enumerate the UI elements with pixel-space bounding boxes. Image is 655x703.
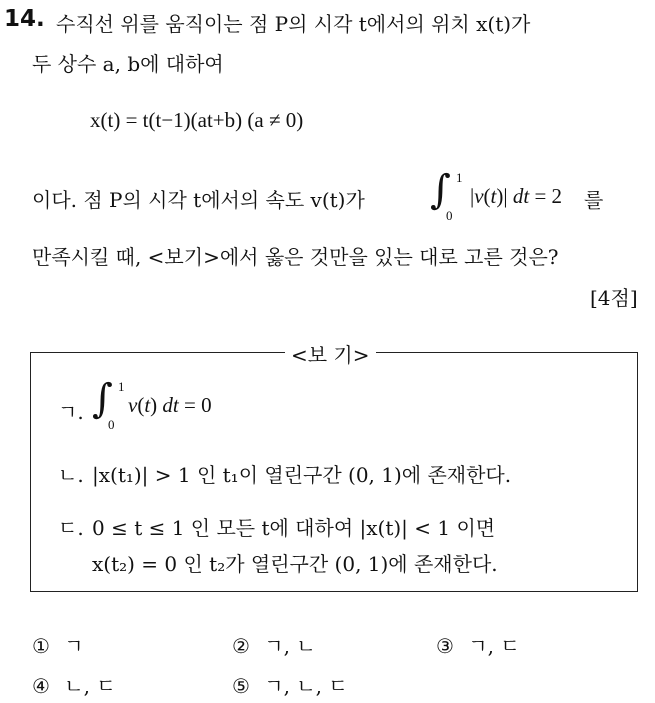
choice-4[interactable]: [32, 670, 116, 699]
choice-2-label: ㄱ, ㄴ: [264, 634, 316, 658]
integral-body: |v(t)| dt = 2: [470, 184, 563, 208]
choice-2[interactable]: [232, 630, 316, 659]
choice-5-number: ⑤: [232, 674, 250, 698]
line3-suffix: 를: [584, 188, 604, 212]
bogi-item-1-marker: ㄱ.: [58, 400, 84, 424]
choice-1-label: ㄱ: [64, 634, 84, 658]
line1-text: 수직선 위를 움직이는 점 P의 시각 t에서의 위치 x(t)가: [56, 12, 531, 36]
choice-1[interactable]: [32, 630, 84, 659]
bogi-item-2-marker: ㄴ.: [58, 463, 84, 487]
choice-5-label: ㄱ, ㄴ, ㄷ: [264, 674, 348, 698]
integral-sign: ∫: [430, 167, 451, 213]
points-label: [4점]: [590, 286, 638, 310]
problem-line-1: [56, 8, 530, 37]
choice-3[interactable]: [436, 630, 520, 659]
line3-text: 이다. 점 P의 시각 t에서의 속도 v(t)가: [32, 188, 365, 212]
equation-text: x(t) = t(t−1)(at+b) (a ≠ 0): [90, 108, 304, 132]
choice-1-number: ①: [32, 634, 50, 658]
position-equation: [90, 108, 303, 133]
lower-limit: 0: [108, 417, 115, 432]
velocity-integral-condition: [430, 167, 563, 223]
problem-line-2: [32, 48, 224, 77]
lower-limit: 0: [446, 208, 453, 223]
choice-4-label: ㄴ, ㄷ: [64, 674, 116, 698]
line2-text: 두 상수 a, b에 대하여: [32, 52, 224, 76]
upper-limit: 1: [118, 379, 125, 394]
problem-number: 14.: [4, 6, 45, 32]
choice-3-label: ㄱ, ㄷ: [468, 634, 520, 658]
integral-sign: ∫: [92, 376, 113, 422]
bogi-item-3-text: 0 ≤ t ≤ 1 인 모든 t에 대하여 |x(t)| < 1 이면: [92, 516, 496, 540]
bogi-item-3-text-2: x(t₂) = 0 인 t₂가 열린구간 (0, 1)에 존재한다.: [92, 552, 498, 576]
bogi-item-2-text: |x(t₁)| > 1 인 t₁이 열린구간 (0, 1)에 존재한다.: [92, 463, 512, 487]
integral-body: v(t) dt = 0: [128, 393, 212, 417]
choice-5[interactable]: [232, 670, 348, 699]
problem-line-4: [32, 241, 559, 270]
choice-3-number: ③: [436, 634, 454, 658]
bogi-item-3-marker: ㄷ.: [58, 516, 84, 540]
choice-4-number: ④: [32, 674, 50, 698]
upper-limit: 1: [456, 170, 463, 185]
bogi-title: <보 기>: [285, 339, 376, 368]
problem-line-3: [32, 184, 365, 213]
line4-text: 만족시킬 때, <보기>에서 옳은 것만을 있는 대로 고른 것은?: [32, 245, 559, 269]
choice-2-number: ②: [232, 634, 250, 658]
bogi-item-1-integral: [92, 376, 212, 432]
